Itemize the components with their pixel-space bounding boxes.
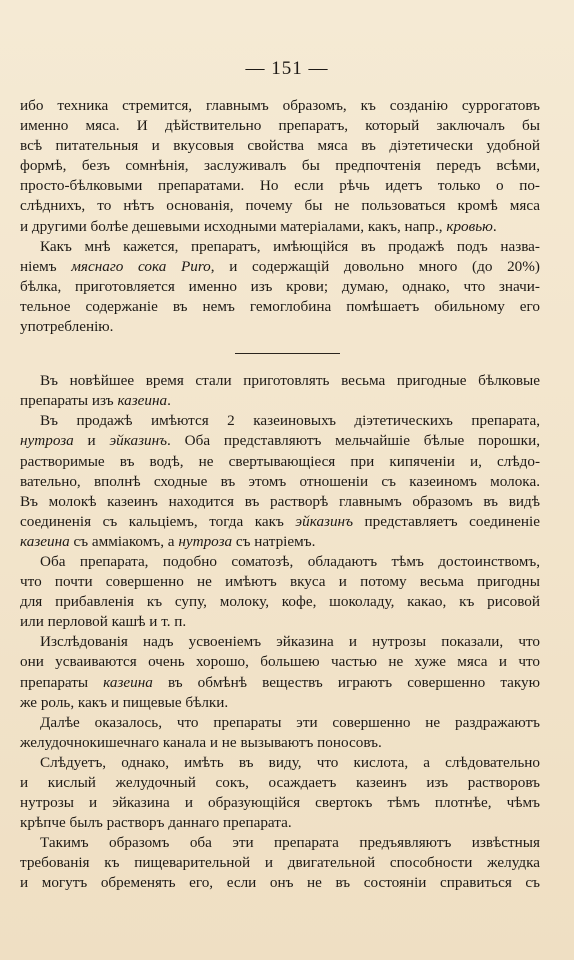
text-line: для прибавленія къ супу, молоку, кофе, шоколаду, какао, къ рисовой — [20, 593, 540, 611]
text-line: и могутъ обременять его, если онъ не въ состояніи справиться съ — [20, 874, 540, 892]
paragraph — [20, 753, 540, 833]
text-line: они усваиваются очень хорошо, большею частью не хуже мяса и что — [20, 653, 540, 671]
italic-term: мяснаго сока Puro — [71, 257, 211, 275]
italic-term: эйказинъ — [109, 432, 168, 450]
text-line: слѣднихъ, то нѣтъ основанія, почему бы не пользоваться кромѣ мяса — [20, 197, 540, 215]
text-line: бѣлка, приготовляется именно изъ крови; думаю, однако, что значи- — [20, 277, 540, 295]
italic-term: казеина — [117, 392, 168, 410]
section-divider — [20, 337, 540, 371]
text-line: что почти совершенно не имѣютъ вкуса и потому весьма пригодны — [20, 573, 540, 591]
text-line: тельное содержаніе въ немъ гемоглобина помѣшаетъ обильному его — [20, 297, 540, 315]
text-line: Далѣе оказалось, что препараты эти совершенно не раздражаютъ — [40, 713, 540, 731]
text-line: вательно, вполнѣ сходные въ этомъ отношеніи съ казеиномъ молока. — [20, 472, 540, 490]
italic-term: кровью — [446, 217, 493, 235]
text-line: Такимъ образомъ оба эти препарата предъявляютъ извѣстныя — [40, 834, 540, 852]
text-line: Въ молокѣ казеинъ находится въ растворѣ главнымъ образомъ въ видѣ — [20, 492, 540, 510]
divider-rule — [235, 353, 340, 354]
text-line: и другими болѣе дешевыми исходными матеріалами, какъ, напр., кровью. — [20, 217, 497, 235]
text-line: требованія къ пищеварительной и двигательной способности желудка — [20, 854, 540, 872]
text-line: именно мяса. И дѣйствительно препаратъ, который заключалъ бы — [20, 117, 540, 135]
text-line: формѣ, безъ сомнѣнія, заслуживалъ бы предпочтенія передъ всѣми, — [20, 157, 540, 175]
text-line: препараты казеина въ обмѣнѣ веществъ играютъ совершенно такую — [20, 673, 540, 691]
italic-term: казеина — [103, 673, 153, 691]
text-line: Въ новѣйшее время стали приготовлять весьма пригодные бѣлковые — [40, 372, 540, 390]
text-line: казеина съ аммiакомъ, а нутроза съ натріемъ. — [20, 532, 316, 550]
paragraph — [20, 833, 540, 893]
text-line: употребленію. — [20, 318, 114, 336]
paragraph — [20, 371, 540, 411]
text-line: крѣпче былъ растворъ даннаго препарата. — [20, 814, 292, 832]
text-line: ніемъ мяснаго сока Puro, и содержащій довольно много (до 20%) — [20, 257, 540, 275]
body-text — [20, 96, 540, 894]
paragraph — [20, 411, 540, 552]
italic-term: нутроза — [178, 532, 233, 550]
text-line: Слѣдуетъ, однако, имѣть въ виду, что кислота, а слѣдовательно — [40, 753, 540, 771]
paragraph — [20, 237, 540, 337]
text-line: или перловой кашѣ и т. п. — [20, 613, 187, 631]
text-line: Какъ мнѣ кажется, препаратъ, имѣющійся въ продажѣ подъ назва- — [40, 237, 540, 255]
paragraph — [20, 552, 540, 632]
page-number: — 151 — — [245, 58, 329, 79]
paragraph — [20, 96, 540, 237]
italic-term: казеина — [20, 532, 70, 550]
paragraph — [20, 713, 540, 753]
text-line: растворимые въ водѣ, не свертывающіеся при кипяченіи и, слѣдо- — [20, 452, 540, 470]
italic-term: эйказинъ — [295, 512, 353, 530]
text-line: желудочнокишечнаго канала и не вызываютъ поносовъ. — [20, 733, 382, 751]
text-line: же роль, какъ и пищевые бѣлки. — [20, 693, 229, 711]
text-line: препараты изъ казеина. — [20, 392, 171, 410]
paragraph — [20, 632, 540, 712]
text-line: нутрозы и эйказина и образующійся свертокъ тѣмъ плотнѣе, чѣмъ — [20, 794, 540, 812]
text-line: и кислый желудочный сокъ, осаждаетъ казеинъ изъ растворовъ — [20, 774, 540, 791]
text-line: Оба препарата, подобно соматозѣ, обладаютъ тѣмъ достоинствомъ, — [40, 552, 540, 570]
text-line: Въ продажѣ имѣются 2 казеиновыхъ діэтетическихъ препарата, — [40, 412, 540, 430]
text-line: Изслѣдованія надъ усвоеніемъ эйказина и нутрозы показали, что — [40, 633, 540, 651]
text-line: просто-бѣлковыми препаратами. Но если рѣчь идетъ только о по- — [20, 177, 540, 195]
text-line: всѣ питательныя и вкусовыя свойства мяса въ діэтетически удобной — [20, 137, 540, 155]
text-line: ибо техника стремится, главнымъ образомъ, къ созданію суррогатовъ — [20, 97, 540, 114]
italic-term: нутроза — [20, 432, 74, 450]
text-line: нутроза и эйказинъ. Оба представляютъ мельчайшіе бѣлые порошки, — [20, 432, 540, 450]
text-line: соединенія съ кальціемъ, тогда какъ эйказинъ представляетъ соединеніе — [20, 512, 540, 530]
